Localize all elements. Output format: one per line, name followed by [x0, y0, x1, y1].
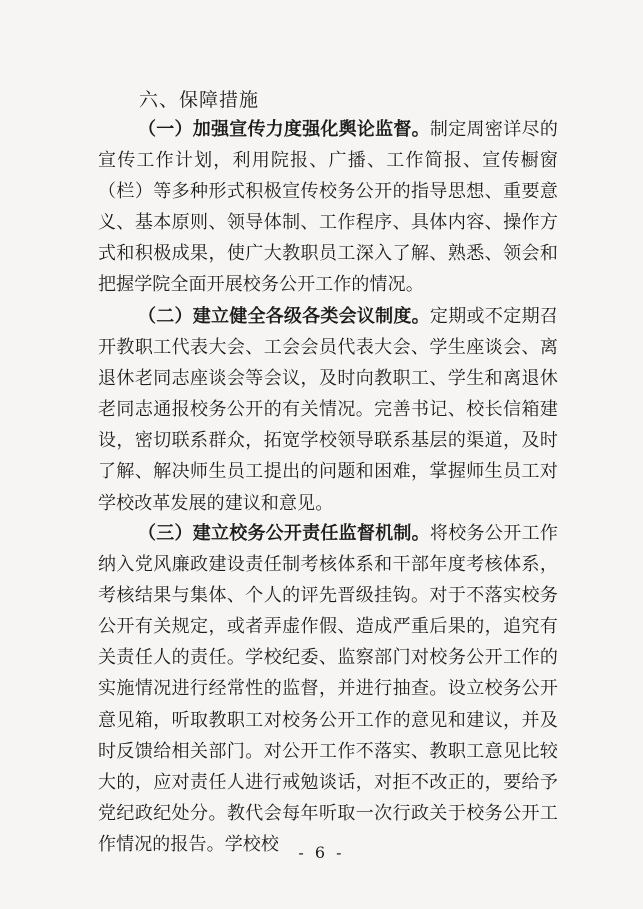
page-number: - 6 -	[298, 843, 345, 862]
paragraph-title: （一）加强宣传力度强化舆论监督。	[138, 119, 430, 140]
paragraph-body: 制定周密详尽的宣传工作计划，利用院报、广播、工作简报、宣传橱窗（栏）等多种形式积极宣传校务公开的指导思想、重要意义、基本原则、领导体制、工作程序、具体内容、操作方式和积极成果，使广大教职员工深入了解、熟悉、领会和把握学院全面开展校务公开工作的情况。	[98, 119, 559, 296]
paragraph-title: （三）建立校务公开责任监督机制。	[138, 523, 430, 544]
paragraph-title: （二）建立健全各级各类会议制度。	[138, 306, 430, 327]
paragraph-body: 定期或不定期召开教职工代表大会、工会会员代表大会、学生座谈会、离退休老同志座谈会等会议，及时向教职工、学生和离退休老同志通报校务公开的有关情况。完善书记、校长信箱建设，密切联系群众，拓宽学校领导联系基层的渠道，及时了解、解决师生员工提出的问题和困难，掌握师生员工对学校改革发展的建议和意见。	[98, 306, 559, 514]
paragraph-supervision	[98, 518, 558, 860]
paragraph-body: 将校务公开工作纳入党风廉政建设责任制考核体系和干部年度考核体系，考核结果与集体、个人的评先晋级挂钩。对于不落实校务公开有关规定，或者弄虚作假、造成严重后果的，追究有关责任人的责任。学校纪委、监察部门对校务公开工作的实施情况进行经常性的监督，并进行抽查。设立校务公开意见箱，听取教职工对校务公开工作的意见和建议，并及时反馈给相关部门。对公开工作不落实、教职工意见比较大的，应对责任人进行戒勉谈话，对拒不改正的，要给予党纪政纪处分。教代会每年听取一次行政关于校务公开工作情况的报告。学校校	[98, 523, 559, 855]
paragraph-publicity	[98, 114, 558, 301]
paragraph-meetings	[98, 301, 558, 519]
section-heading: 六、保障措施	[139, 89, 260, 111]
